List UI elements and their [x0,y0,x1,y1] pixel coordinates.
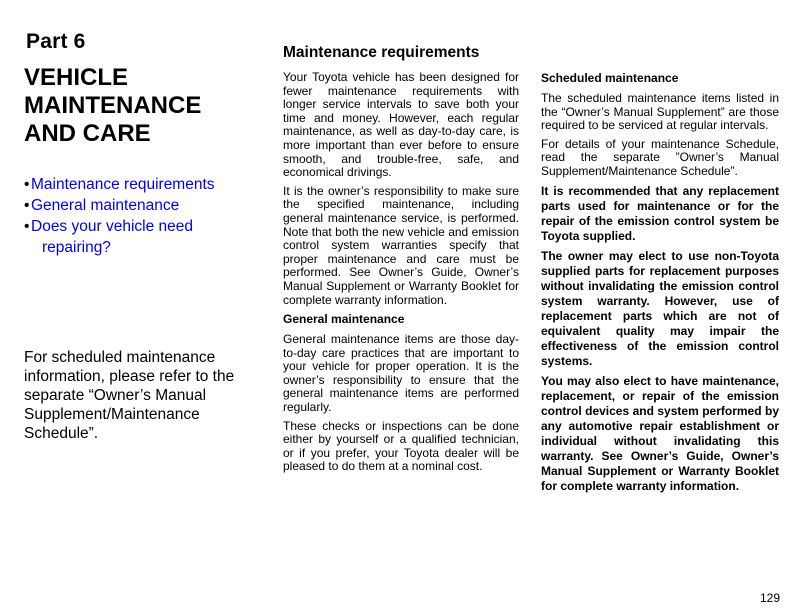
scheduled-maintenance-note: For scheduled maintenance information, please refer to the separate “Owner’s Manual Supplement/Maintenance Schedule”. [24,349,235,442]
toc-link-label[interactable]: General maintenance [31,197,180,214]
chapter-title-line: VEHICLE [24,64,129,91]
toc-list [24,174,254,258]
paragraph: These checks or inspections can be done either by yourself or a qualified technician, or if you prefer, your Toyota dealer will be pleased to do them at a nominal cost. [283,418,519,474]
toc-link-label[interactable]: Maintenance requirements [31,176,215,193]
sub-heading: General maintenance [283,312,405,327]
toc-link-maintenance-requirements[interactable] [24,174,254,195]
chapter-title-line: AND CARE [24,120,151,147]
toc-link-does-your-vehicle-need-repairing[interactable] [24,216,254,258]
right-column [541,68,779,499]
bullet-icon: • [24,197,30,214]
paragraph: The scheduled maintenance items listed in the “Owner’s Manual Supplement” are those required to be serviced at regular intervals. [541,91,779,133]
sub-heading: Scheduled maintenance [541,71,679,85]
toc-link-label-continuation[interactable]: repairing? [42,239,111,256]
page-number: 129 [759,591,780,605]
toc-link-label[interactable]: Does your vehicle need [31,218,193,235]
bullet-icon: • [24,176,30,193]
left-column [24,30,254,258]
bold-paragraph: You may also elect to have maintenance, replacement, or repair of the emission control devices and system performed by any automotive repair establishment or individual without invalidating this warranty. See Owner’s Guide, Owner’s Manual Supplement or Warranty Booklet for complete warranty information. [541,373,779,493]
bold-paragraph: It is recommended that any replacement parts used for maintenance or for the repair of the emission control system be Toyota supplied. [541,183,779,243]
bullet-icon: • [24,218,30,235]
toc-link-general-maintenance[interactable] [24,195,254,216]
paragraph: It is the owner’s responsibility to make sure the specified maintenance, including general maintenance service, is performed. Note that both the new vehicle and emission control system warranties specify that proper maintenance and care must be performed. See Owner’s Guide, Owner’s Manual Supplement or Warranty Booklet for complete warranty information. [283,183,519,307]
middle-column [283,44,519,479]
bold-paragraph: The owner may elect to use non-Toyota supplied parts for replacement purposes without invalidating the emission control system warranty. However, use of replacement parts which are not of equivalent quality may impair the effectiveness of the emission control systems. [541,248,779,368]
paragraph: General maintenance items are those day-to-day care practices that are important to your vehicle for proper operation. It is the owner’s responsibility to ensure that the general maintenance items are performed regularly. [283,332,519,415]
paragraph: For details of your maintenance Schedule, read the separate ”Owner’s Manual Supplement/Maintenance Schedule”. [541,136,779,178]
paragraph: Your Toyota vehicle has been designed for fewer maintenance requirements with longer service intervals to save both your time and money. However, each regular maintenance, as well as day-to-day care, is more important than ever before to ensure smooth, and trouble-free, safe, and economical drivings. [283,70,519,180]
part-label: Part 6 [26,30,86,53]
chapter-title-line: MAINTENANCE [24,92,202,119]
section-heading: Maintenance requirements [283,44,480,61]
chapter-title [24,64,254,148]
